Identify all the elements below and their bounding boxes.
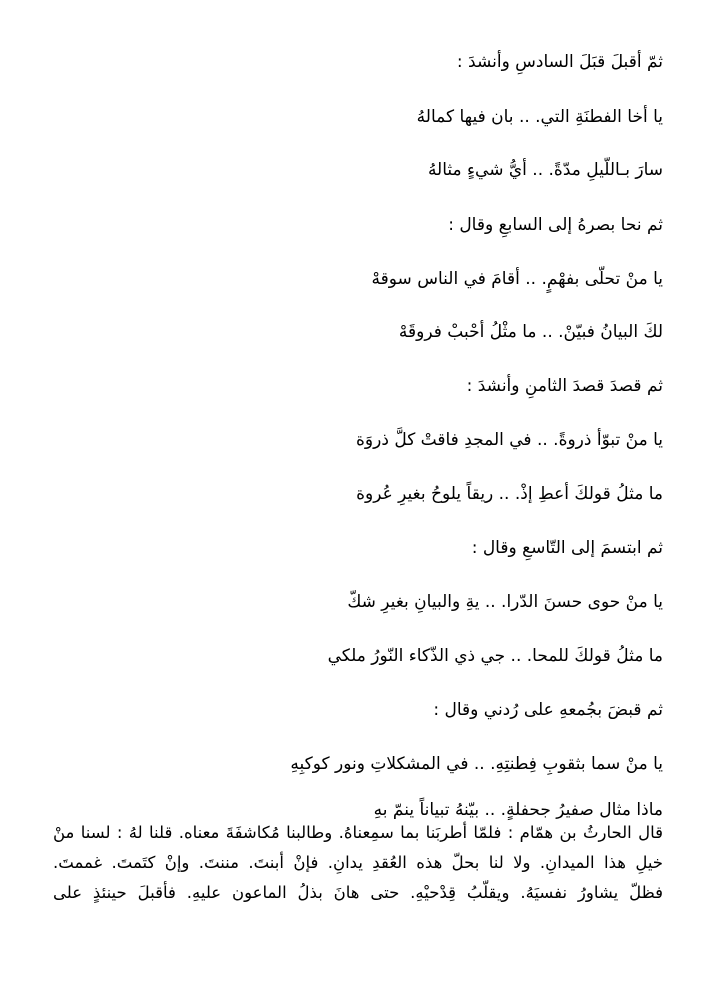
verse-line-4: ثم نحا بصرهُ إلى السابعِ وقال : [448, 215, 663, 235]
verse-line-10: ثم ابتسمَ إلى التّاسعِ وقال : [471, 538, 663, 558]
verse-line-9: ما مثلُ قولكَ أعطِ إذْ. .. ريقاً يلوحُ بغيرِ عُروة [356, 484, 663, 504]
verse-line-3: سارَ بـاللّيلِ مدّةً. .. أيُّ شيءٍ مثالهُ [427, 160, 663, 180]
verse-line-7: ثم قصدَ قصدَ الثامنِ وأنشدَ : [466, 376, 663, 396]
verse-line-15: ماذا مثال صفيرُ جحفلةٍ. .. بيّنهُ تبياناً ينمّ بهِ [373, 800, 663, 820]
prose-line-2: خيلِ هذا الميدانِ. ولا لنا بحلّ هذه العُقدِ يدانِ. فإنْ أبنتَ. مننتَ. وإنْ كتَمتَ. غممتَ. [53, 853, 663, 872]
prose-line-3: فظلّ يشاورُ نفسيَهُ. ويقلّبُ قِدْحيْهِ. حتى هانَ بذلُ الماعون عليهِ. فأقبلَ حينئذٍ على [53, 883, 663, 902]
prose-line-1: قال الحارثُ بن همّام : فلمّا أطربَنا بما سمِعناهُ. وطالبنا مُكاشفَةَ معناه. قلنا لهُ : لسنا منْ [53, 823, 663, 842]
verse-line-11: يا منْ حوى حسنَ الدّرا. .. يةِ والبيانِ بغيرِ شكّ [347, 592, 663, 612]
verse-line-2: يا أخا الفطنَةِ التي. .. بان فيها كمالهُ [416, 107, 663, 127]
verse-line-5: يا منْ تحلّى بفهْمٍ. .. أقامَ في الناس سوقهْ [371, 269, 663, 289]
verse-line-8: يا منْ تبوّأ ذروةً. .. في المجدِ فاقتْ كلَّ ذروَة [356, 430, 663, 450]
verse-line-12: ما مثلُ قولكَ للمحا. .. جي ذي الذّكاء النّورُ ملكي [327, 646, 663, 666]
prose-paragraph [53, 818, 663, 908]
verse-line-6: لكَ البيانُ فبيّنْ. .. ما مثْلُ أحْببْ فروقَهْ [398, 322, 663, 342]
verse-line-13: ثم قبضَ بجُمعهِ على رُدني وقال : [433, 700, 663, 720]
verse-line-1: ثمّ أقبلَ قبَلَ السادسِ وأنشدَ : [456, 52, 663, 72]
verse-line-14: يا منْ سما بثقوبِ فِطنتِهِ. .. في المشكلاتِ ونور كوكبِهِ [290, 754, 663, 774]
